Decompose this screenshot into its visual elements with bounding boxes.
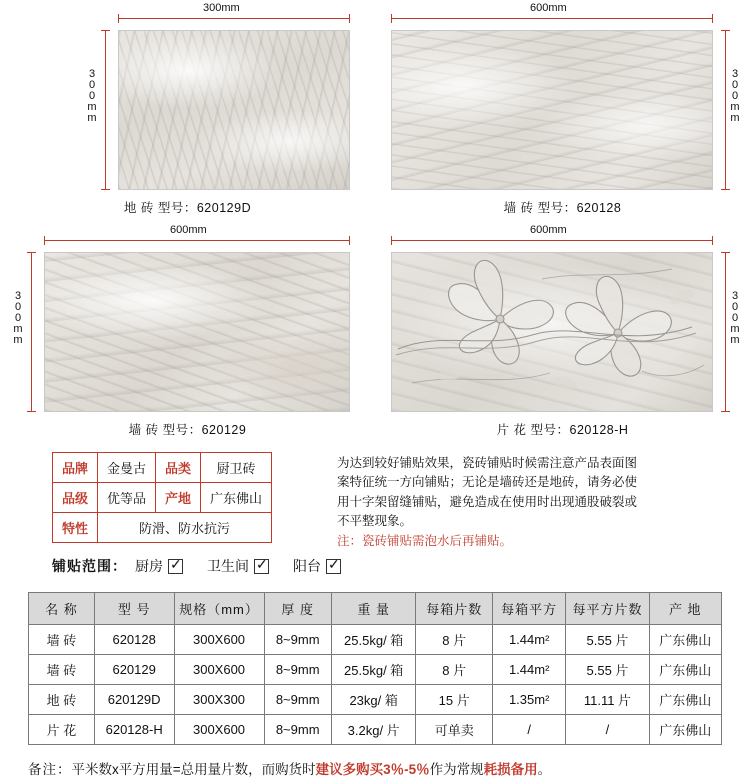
col-weight: 重 量 [331, 593, 416, 625]
cell-weight: 3.2kg/ 片 [331, 715, 416, 745]
installation-note-warning: 瓷砖铺贴需泡水后再铺贴。 [362, 533, 513, 548]
table-row [29, 625, 722, 655]
tile-height-label: 300mm [12, 290, 24, 345]
dimension-bar-vertical [105, 30, 106, 190]
cell-model: 620128 [94, 625, 174, 655]
scope-item-bathroom [207, 556, 269, 576]
tile-width-label: 600mm [170, 224, 207, 236]
cell-origin: 广东佛山 [649, 685, 722, 715]
tile-caption: 墙 砖 型号：620129 [128, 423, 247, 437]
scope-item-kitchen [135, 556, 183, 576]
cell-pieces-per-sqm: 5.55 片 [566, 625, 649, 655]
spec-value-brand: 金曼古 [98, 453, 156, 483]
footer-remark-text1: 平米数x平方用量=总用量片数，而购货时 [71, 762, 316, 777]
cell-area-per-box: 1.35m² [492, 685, 566, 715]
cell-thickness: 8~9mm [264, 625, 331, 655]
cell-weight: 25.5kg/ 箱 [331, 655, 416, 685]
footer-remark [28, 758, 551, 778]
cell-thickness: 8~9mm [264, 685, 331, 715]
dimension-bar-vertical [31, 252, 32, 412]
cell-model: 620129 [94, 655, 174, 685]
footer-remark-text2: 作为常规 [429, 762, 484, 777]
cell-area-per-box: 1.44m² [492, 625, 566, 655]
cell-thickness: 8~9mm [264, 655, 331, 685]
dimension-bar-horizontal [391, 18, 713, 19]
tile-caption: 墙 砖 型号：620128 [503, 201, 622, 215]
cell-name: 片 花 [29, 715, 95, 745]
col-origin: 产 地 [649, 593, 722, 625]
installation-note-warning-prefix: 注： [337, 533, 363, 548]
cell-spec: 300X600 [174, 715, 264, 745]
tile-card-wall-620128 [375, 0, 750, 220]
dimension-bar-vertical [725, 252, 726, 412]
spec-key-category: 品类 [156, 453, 201, 483]
tile-image-wall-620128 [391, 30, 713, 190]
tile-image-floor-620129d [118, 30, 350, 190]
cell-origin: 广东佛山 [649, 625, 722, 655]
col-area-per-box: 每箱平方 [492, 593, 566, 625]
spec-value-category: 厨卫砖 [201, 453, 272, 483]
cell-weight: 25.5kg/ 箱 [331, 625, 416, 655]
col-name: 名 称 [29, 593, 95, 625]
col-spec: 规格（mm） [174, 593, 264, 625]
tile-image-flower-620128h [391, 252, 713, 412]
tile-caption: 片 花 型号：620128-H [496, 423, 629, 437]
cell-thickness: 8~9mm [264, 715, 331, 745]
scope-item-balcony-label: 阳台 [293, 558, 321, 574]
tile-width-label: 600mm [530, 224, 567, 236]
tile-width-label: 300mm [203, 2, 240, 14]
cell-pieces-per-sqm: 11.11 片 [566, 685, 649, 715]
dimension-bar-horizontal [118, 18, 350, 19]
cell-name: 地 砖 [29, 685, 95, 715]
spec-row [53, 483, 272, 513]
cell-weight: 23kg/ 箱 [331, 685, 416, 715]
cell-origin: 广东佛山 [649, 655, 722, 685]
cell-pieces-per-sqm: / [566, 715, 649, 745]
col-model: 型 号 [94, 593, 174, 625]
tile-height-label: 300mm [729, 290, 741, 345]
cell-model: 620129D [94, 685, 174, 715]
cell-origin: 广东佛山 [649, 715, 722, 745]
scope-item-kitchen-label: 厨房 [135, 558, 163, 574]
spec-key-feature: 特性 [53, 513, 98, 543]
installation-note [337, 454, 637, 551]
spec-key-grade: 品级 [53, 483, 98, 513]
cell-model: 620128-H [94, 715, 174, 745]
tile-image-wall-620129 [44, 252, 350, 412]
footer-remark-label: 备注： [28, 762, 72, 777]
cell-pieces-per-box: 15 片 [416, 685, 492, 715]
cell-pieces-per-box: 8 片 [416, 625, 492, 655]
cell-spec: 300X300 [174, 685, 264, 715]
table-header-row [29, 593, 722, 625]
application-scope-label: 铺贴范围： [52, 558, 127, 574]
tile-height-label: 300mm [86, 68, 98, 123]
spec-row [53, 453, 272, 483]
cell-area-per-box: 1.44m² [492, 655, 566, 685]
col-thickness: 厚 度 [264, 593, 331, 625]
spec-table [52, 452, 272, 543]
cell-area-per-box: / [492, 715, 566, 745]
scope-item-bathroom-label: 卫生间 [207, 558, 249, 574]
spec-key-origin: 产地 [156, 483, 201, 513]
flower-pattern-icon [392, 253, 713, 412]
checkbox-checked-icon[interactable] [168, 559, 183, 574]
tile-caption: 地 砖 型号：620129D [123, 201, 252, 215]
cell-pieces-per-sqm: 5.55 片 [566, 655, 649, 685]
col-pieces-per-sqm: 每平方片数 [566, 593, 649, 625]
spec-value-grade: 优等品 [98, 483, 156, 513]
table-row [29, 715, 722, 745]
dimension-bar-vertical [725, 30, 726, 190]
cell-name: 墙 砖 [29, 655, 95, 685]
checkbox-checked-icon[interactable] [326, 559, 341, 574]
footer-remark-highlight1: 建议多购买3％-5％ [315, 762, 430, 777]
installation-note-body: 为达到较好铺贴效果，瓷砖铺贴时候需注意产品表面图案特征统一方向铺贴；无论是墙砖还是地砖，请务必使用十字架留缝铺贴，避免造成在使用时出现通股破裂或不平整现象。 [337, 456, 638, 529]
col-pieces-per-box: 每箱片数 [416, 593, 492, 625]
tile-card-flower-620128h [375, 222, 750, 442]
dimension-bar-horizontal [44, 240, 350, 241]
product-parameters-table [28, 592, 722, 745]
spec-value-feature: 防滑、防水抗污 [98, 513, 272, 543]
tile-card-floor-620129d [0, 0, 375, 220]
cell-name: 墙 砖 [29, 625, 95, 655]
dimension-bar-horizontal [391, 240, 713, 241]
scope-item-balcony [293, 556, 341, 576]
table-row [29, 655, 722, 685]
application-scope [52, 556, 357, 576]
footer-remark-text3: 。 [537, 762, 552, 777]
cell-pieces-per-box: 可单卖 [416, 715, 492, 745]
footer-remark-highlight2: 耗损备用 [483, 762, 538, 777]
spec-row [53, 513, 272, 543]
tile-card-wall-620129 [0, 222, 375, 442]
tile-width-label: 600mm [530, 2, 567, 14]
spec-key-brand: 品牌 [53, 453, 98, 483]
cell-pieces-per-box: 8 片 [416, 655, 492, 685]
spec-value-origin: 广东佛山 [201, 483, 272, 513]
tile-height-label: 300mm [729, 68, 741, 123]
cell-spec: 300X600 [174, 655, 264, 685]
checkbox-checked-icon[interactable] [254, 559, 269, 574]
cell-spec: 300X600 [174, 625, 264, 655]
table-row [29, 685, 722, 715]
